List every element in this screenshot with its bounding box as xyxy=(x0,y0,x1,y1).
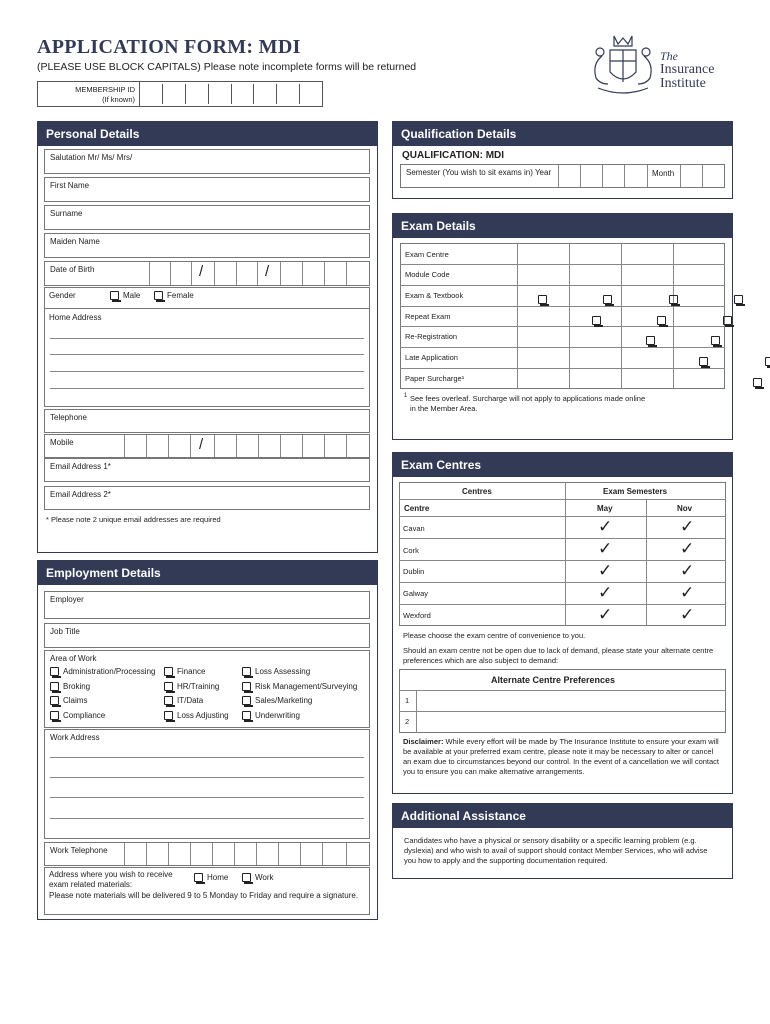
exam-row-label: Module Code xyxy=(405,270,450,279)
checkbox-icon[interactable] xyxy=(50,711,59,720)
checkbox-icon[interactable] xyxy=(723,316,732,325)
tick-icon: ✓ xyxy=(598,583,613,603)
home-address-line[interactable] xyxy=(50,388,364,389)
dob-separator: / xyxy=(265,263,270,280)
area-option[interactable]: IT/Data xyxy=(164,696,203,705)
area-option[interactable]: Administration/Processing xyxy=(50,667,155,676)
membership-id-label: MEMBERSHIP ID (If known) xyxy=(38,82,140,106)
tick-icon: ✓ xyxy=(598,539,613,559)
tick-icon: ✓ xyxy=(680,539,695,559)
checkbox-icon[interactable] xyxy=(50,667,59,676)
tick-icon: ✓ xyxy=(598,605,613,625)
area-option[interactable]: Sales/Marketing xyxy=(242,696,312,705)
checkbox-icon[interactable] xyxy=(242,682,251,691)
checkbox-icon[interactable] xyxy=(164,682,173,691)
mobile-separator: / xyxy=(199,436,204,453)
semester-field[interactable]: Semester (You wish to sit exams in) Year xyxy=(400,164,725,188)
membership-id-cell[interactable] xyxy=(300,84,322,104)
checkbox-icon[interactable] xyxy=(164,667,173,676)
checkbox-icon[interactable] xyxy=(194,873,203,882)
checkbox-icon[interactable] xyxy=(110,291,119,300)
tick-icon: ✓ xyxy=(680,517,695,537)
form-subtitle: (PLEASE USE BLOCK CAPITALS) Please note incomplete forms will be returned xyxy=(37,61,417,73)
centre-name: Cavan xyxy=(403,524,425,533)
membership-id-cell[interactable] xyxy=(277,84,300,104)
checkbox-icon[interactable] xyxy=(753,378,762,387)
date-of-birth-field[interactable]: Date of Birth xyxy=(44,261,370,286)
email-1-field[interactable]: Email Address 1* xyxy=(44,458,370,482)
membership-id-cell[interactable] xyxy=(140,84,163,104)
checkbox-icon[interactable] xyxy=(646,336,655,345)
home-address-line[interactable] xyxy=(50,371,364,372)
exam-row-label: Late Application xyxy=(405,353,458,362)
employment-details-heading: Employment Details xyxy=(38,561,377,585)
centres-header: Centres xyxy=(462,487,492,496)
materials-note: Please note materials will be delivered 9 to 5 Monday to Friday and require a signature. xyxy=(49,891,359,900)
alternate-centres-heading: Alternate Centre Preferences xyxy=(491,675,616,685)
footnote-marker: 1 xyxy=(404,393,408,399)
assistance-text: Candidates who have a physical or sensory disability or a specific learning problem (e.g. dyslexia) and who wish to avail of support should contact Member Services, who will advise you how to apply and the supporting documentation required. xyxy=(404,836,708,865)
exam-row-label: Re-Registration xyxy=(405,332,458,341)
checkbox-icon[interactable] xyxy=(242,696,251,705)
checkbox-icon[interactable] xyxy=(154,291,163,300)
area-option[interactable]: Underwriting xyxy=(242,711,300,720)
qualification-name: QUALIFICATION: MDI xyxy=(402,150,505,161)
checkbox-icon[interactable] xyxy=(669,295,678,304)
gender-male-option[interactable]: Male xyxy=(110,291,140,300)
work-telephone-field[interactable]: Work Telephone xyxy=(44,842,370,866)
home-address-line[interactable] xyxy=(50,338,364,339)
home-address-line[interactable] xyxy=(50,354,364,355)
alt-pref-1-field[interactable] xyxy=(418,691,725,710)
month-label: Month xyxy=(652,169,675,178)
exam-footnote: See fees overleaf. Surcharge will not apply to applications made online in the Member Area. xyxy=(410,394,646,413)
checkbox-icon[interactable] xyxy=(734,295,743,304)
employer-field[interactable]: Employer xyxy=(44,591,370,619)
checkbox-icon[interactable] xyxy=(50,682,59,691)
area-option[interactable]: Finance xyxy=(164,667,205,676)
disclaimer: Disclaimer: While every effort will be made by The Insurance Institute to ensure your exam will be available at your preferred exam centre, please note it may be necessary to alter or cancel an exam due to circumstances beyond our control. In the event of a cancellation we will contact you to ensure you can make alternative arrangements. xyxy=(403,737,720,776)
area-option[interactable]: Loss Adjusting xyxy=(164,711,229,720)
alt-pref-2-field[interactable] xyxy=(418,712,725,732)
tick-icon: ✓ xyxy=(598,517,613,537)
centre-name: Galway xyxy=(403,589,429,598)
area-option[interactable]: Broking xyxy=(50,682,90,691)
home-address-label: Home Address xyxy=(49,313,102,322)
checkbox-icon[interactable] xyxy=(242,711,251,720)
area-of-work-block: Area of Work xyxy=(44,650,370,728)
membership-id-cell[interactable] xyxy=(232,84,255,104)
checkbox-icon[interactable] xyxy=(50,696,59,705)
gender-female-option[interactable]: Female xyxy=(154,291,194,300)
tick-icon: ✓ xyxy=(680,605,695,625)
checkbox-icon[interactable] xyxy=(765,357,770,366)
form-title: APPLICATION FORM: MDI xyxy=(37,36,301,58)
email-note: * Please note 2 unique email addresses are required xyxy=(46,515,221,524)
exam-details-heading: Exam Details xyxy=(393,214,732,238)
maiden-name-field[interactable]: Maiden Name xyxy=(44,233,370,258)
membership-id-cell[interactable] xyxy=(209,84,232,104)
exam-row-label: Paper Surcharge¹ xyxy=(405,374,465,383)
email-2-field[interactable]: Email Address 2* xyxy=(44,486,370,510)
logo-wordmark: The Insurance Institute xyxy=(660,49,715,91)
area-option[interactable]: HR/Training xyxy=(164,682,219,691)
alt-pref-number: 1 xyxy=(405,696,410,705)
checkbox-icon[interactable] xyxy=(711,336,720,345)
area-option[interactable]: Compliance xyxy=(50,711,105,720)
membership-id-cell[interactable] xyxy=(163,84,186,104)
gender-label: Gender xyxy=(49,291,76,300)
qualification-details-heading: Qualification Details xyxy=(393,122,732,146)
area-option[interactable]: Risk Management/Surveying xyxy=(242,682,357,691)
centre-name: Cork xyxy=(403,546,419,555)
checkbox-icon[interactable] xyxy=(699,357,708,366)
checkbox-icon[interactable] xyxy=(164,696,173,705)
gender-address-block xyxy=(44,287,370,407)
membership-id-field xyxy=(37,81,323,107)
tick-icon: ✓ xyxy=(680,561,695,581)
exam-row-label: Exam Centre xyxy=(405,250,449,259)
membership-id-cell[interactable] xyxy=(254,84,277,104)
checkbox-icon[interactable] xyxy=(657,316,666,325)
may-col-header: May xyxy=(597,504,613,513)
alt-pref-number: 2 xyxy=(405,717,410,726)
additional-assistance-heading: Additional Assistance xyxy=(393,804,732,828)
tick-icon: ✓ xyxy=(680,583,695,603)
checkbox-icon[interactable] xyxy=(538,295,547,304)
membership-id-cell[interactable] xyxy=(186,84,209,104)
exam-row-label: Repeat Exam xyxy=(405,312,451,321)
exam-centres-heading: Exam Centres xyxy=(393,453,732,477)
crest-logo-icon xyxy=(588,30,658,96)
salutation-field[interactable]: Salutation Mr/ Ms/ Mrs/ xyxy=(44,149,370,174)
telephone-field[interactable]: Telephone xyxy=(44,409,370,433)
mobile-field[interactable]: Mobile xyxy=(44,434,370,458)
materials-work-option[interactable]: Work xyxy=(242,873,274,882)
centre-col-header: Centre xyxy=(404,504,430,513)
surname-field[interactable]: Surname xyxy=(44,205,370,230)
checkbox-icon[interactable] xyxy=(164,711,173,720)
centre-name: Dublin xyxy=(403,567,425,576)
personal-details-heading: Personal Details xyxy=(38,122,377,146)
checkbox-icon[interactable] xyxy=(603,295,612,304)
area-option[interactable]: Loss Assessing xyxy=(242,667,310,676)
work-address-field[interactable]: Work Address xyxy=(44,729,370,839)
tick-icon: ✓ xyxy=(598,561,613,581)
semesters-header: Exam Semesters xyxy=(603,487,668,496)
materials-address-label: Address where you wish to receive exam related materials: xyxy=(49,870,173,889)
centre-name: Wexford xyxy=(403,611,431,620)
checkbox-icon[interactable] xyxy=(592,316,601,325)
demand-note: Should an exam centre not be open due to lack of demand, please state your alternate centre preferences which are also subject to demand: xyxy=(403,646,714,665)
first-name-field[interactable]: First Name xyxy=(44,177,370,202)
exam-row-label: Exam & Textbook xyxy=(405,291,464,300)
job-title-field[interactable]: Job Title xyxy=(44,623,370,648)
checkbox-icon[interactable] xyxy=(242,873,251,882)
dob-separator: / xyxy=(199,263,204,280)
nov-col-header: Nov xyxy=(677,504,693,513)
choose-centre-note: Please choose the exam centre of convenience to you. xyxy=(403,631,586,640)
area-option[interactable]: Claims xyxy=(50,696,87,705)
checkbox-icon[interactable] xyxy=(242,667,251,676)
materials-home-option[interactable]: Home xyxy=(194,873,228,882)
